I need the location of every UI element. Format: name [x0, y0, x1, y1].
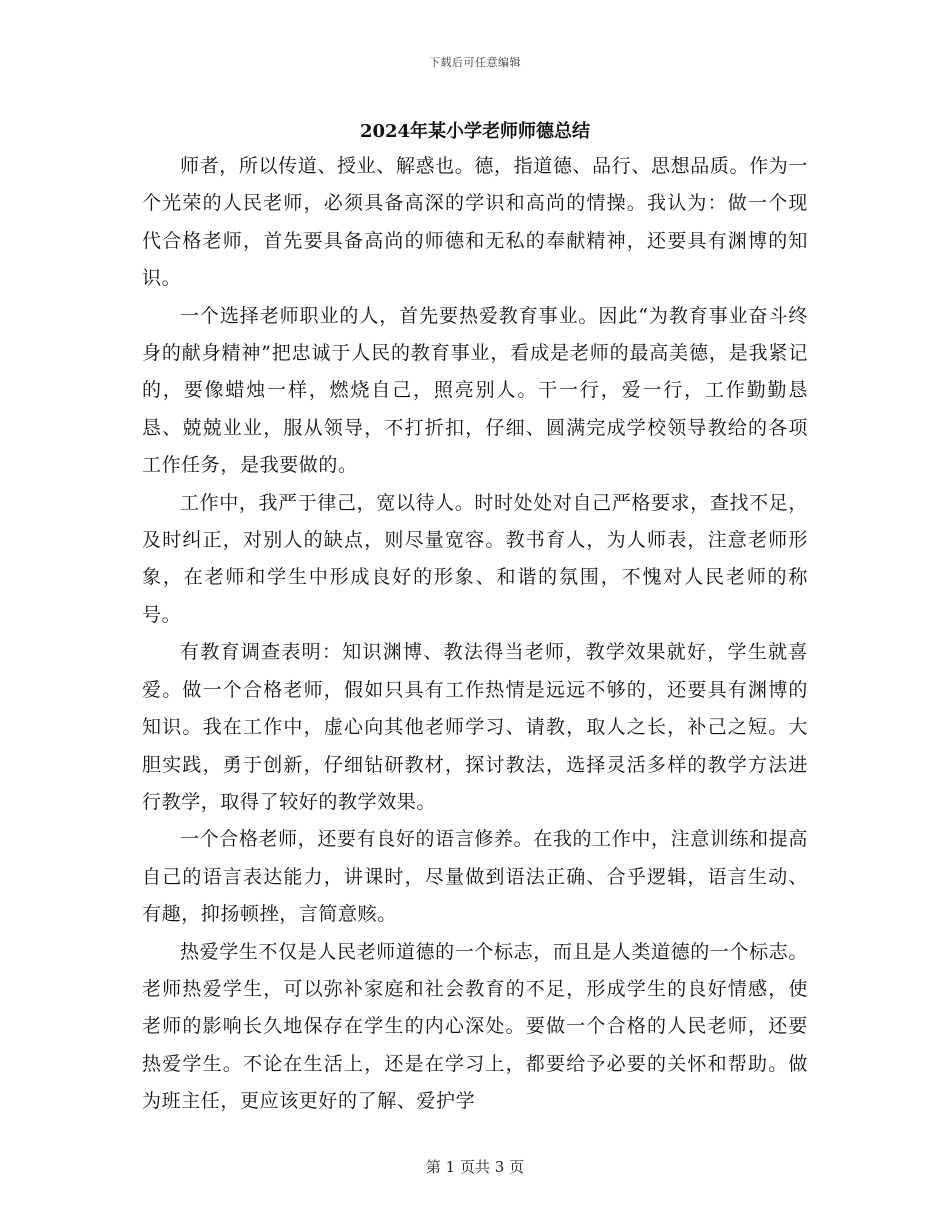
paragraph-1: 师者，所以传道、授业、解惑也。德，指道德、品行、思想品质。作为一个光荣的人民老师，必须具备高深的学识和高尚的情操。我认为：做一个现代合格老师，首先要具备高尚的师德和无私的奉献精神，还要具有渊博的知识。 [142, 155, 808, 290]
paragraph-2: 一个选择老师职业的人，首先要热爱教育事业。因此“为教育事业奋斗终身的献身精神”把忠诚于人民的教育事业，看成是老师的最高美德，是我紧记的，要像蜡烛一样，燃烧自己，照亮别人。干一行，爱一行，工作勤勤恳恳、兢兢业业，服从领导，不打折扣，仔细、圆满完成学校领导教给的各项工作任务，是我要做的。 [142, 304, 808, 477]
paragraph-3: 工作中，我严于律己，宽以待人。时时处处对自己严格要求，查找不足，及时纠正，对别人的缺点，则尽量宽容。教书育人，为人师表，注意老师形象，在老师和学生中形成良好的形象、和谐的氛围，不愧对人民老师的称号。 [142, 491, 808, 626]
page-indicator: 第 1 页共 3 页 [425, 1158, 525, 1176]
document-body [142, 148, 808, 1121]
header-note: 下载后可任意编辑 [429, 56, 521, 69]
paragraph-4: 有教育调查表明：知识渊博、教法得当老师，教学效果就好，学生就喜爱。做一个合格老师，假如只具有工作热情是远远不够的，还要具有渊博的知识。我在工作中，虚心向其他老师学习、请教，取人之长，补己之短。大胆实践，勇于创新，仔细钻研教材，探讨教法，选择灵活多样的教学方法进行教学，取得了较好的教学效果。 [142, 641, 808, 813]
paragraph-5: 一个合格老师，还要有良好的语言修养。在我的工作中，注意训练和提高自己的语言表达能力，讲课时，尽量做到语法正确、合乎逻辑，语言生动、有趣，抑扬顿挫，言简意赅。 [142, 828, 808, 926]
paragraph-6: 热爱学生不仅是人民老师道德的一个标志，而且是人类道德的一个标志。老师热爱学生，可以弥补家庭和社会教育的不足，形成学生的良好情感，使老师的影响长久地保存在学生的内心深处。要做一个合格的人民老师，还要热爱学生。不论在生活上，还是在学习上，都要给予必要的关怀和帮助。做为班主任，更应该更好的了解、爱护学 [142, 940, 808, 1113]
document-title: 2024年某小学老师师德总结 [359, 121, 591, 142]
